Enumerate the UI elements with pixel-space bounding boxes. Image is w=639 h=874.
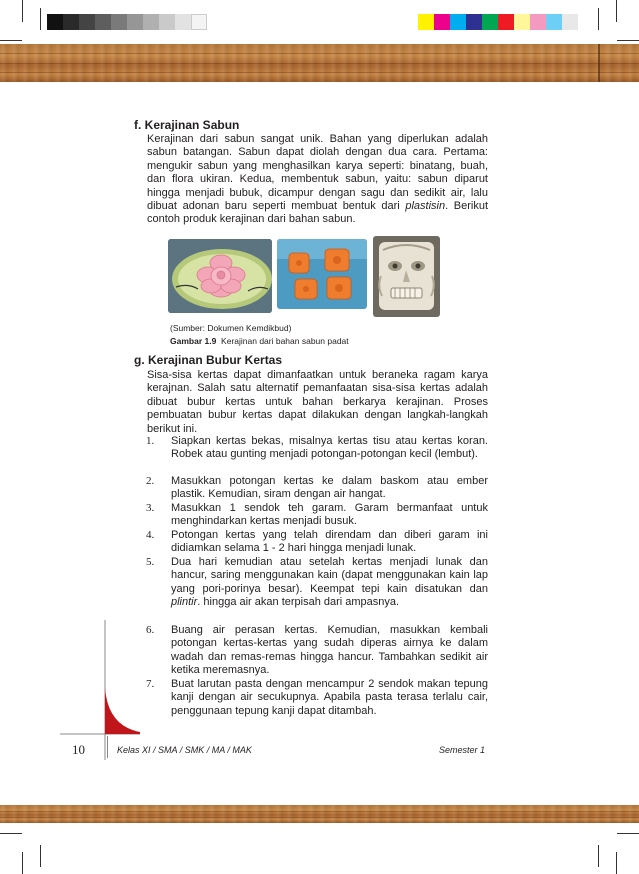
top-wood-banner: [0, 44, 639, 82]
crop-mark: [22, 0, 23, 22]
crop-mark: [40, 845, 41, 867]
list-item: Potongan kertas yang telah direndam dan diberi garam ini didiamkan selama 1 - 2 hari hingga menjadi lunak.: [171, 529, 488, 555]
figure-caption: [170, 336, 349, 346]
footer-book-title: Kelas XI / SMA / SMK / MA / MAK: [117, 745, 252, 755]
soap-carvings-photo: [277, 239, 367, 309]
step-text: . hingga air akan terpisah dari ampasnya.: [197, 596, 400, 609]
crop-mark: [617, 40, 639, 41]
step-number: 5.: [146, 556, 155, 568]
step-text: Dua hari kemudian atau setelah kertas menjadi lunak dan hancur, saring menggunakan kain (dapat menggunakan kain lap yang pori-porinya besar). Keempat tepi kain disatukan dan: [171, 556, 488, 595]
crop-mark: [0, 833, 22, 834]
section-g-paragraph: Sisa-sisa kertas dapat dimanfaatkan untuk beraneka ragam karya kerajnan. Salah satu alternatif pemanfaatan sisa-sisa kertas adalah dibuat bubur kertas untuk bahan berkarya kerajinan. Proses pembuatan bubur kertas dapat dilakukan dengan langkah-langkah berikut ini.: [147, 369, 488, 435]
section-f-heading: f. Kerajinan Sabun: [134, 118, 240, 132]
step-text-italic: plintir: [171, 596, 198, 609]
crop-mark: [617, 833, 639, 834]
figure-source: (Sumber: Dokumen Kemdikbud): [170, 323, 292, 333]
section-g-heading: g. Kerajinan Bubur Kertas: [134, 353, 283, 367]
list-item: Buat larutan pasta dengan mencampur 2 sendok makan tepung kanji dengan air secukupnya. Apabila pasta terasa terlalu cair, penggunaan tepung kanji dapat ditambah.: [171, 678, 488, 717]
list-item: [171, 556, 488, 610]
step-number: 4.: [146, 529, 155, 541]
section-f-paragraph: [147, 133, 488, 227]
paragraph-text: . Berikut contoh produk kerajinan dari bahan sabun.: [147, 200, 488, 226]
page-number: 10: [72, 742, 85, 757]
bottom-wood-banner: [0, 805, 639, 823]
footer-semester: Semester 1: [439, 745, 486, 755]
step-number: 1.: [146, 435, 155, 447]
crop-mark: [22, 852, 23, 874]
figure-label: Gambar 1.9: [170, 336, 217, 346]
figure-caption-text: Kerajinan dari bahan sabun padat: [221, 336, 349, 346]
list-item: Masukkan 1 sendok teh garam. Garam bermanfaat untuk menghindarkan kertas menjadi busuk.: [171, 502, 488, 528]
list-item: Siapkan kertas bekas, misalnya kertas tisu atau kertas koran. Robek atau gunting menjadi potongan-potongan kecil (lembut).: [171, 435, 488, 461]
crop-mark: [40, 8, 41, 30]
corner-decoration: [60, 620, 140, 760]
crop-mark: [0, 40, 22, 41]
list-item: Buang air perasan kertas. Kemudian, masukkan kembali potongan kertas-kertas yang sudah diperas airnya ke dalam wadah dan remas-remas hingga hancur. Tambahkan sedikit air ketika meremasnya.: [171, 624, 488, 677]
step-number: 6.: [146, 624, 155, 636]
step-number: 7.: [146, 678, 155, 690]
footer-divider: [107, 736, 108, 758]
paragraph-text-italic: plastisin: [405, 200, 446, 213]
crop-mark: [616, 852, 617, 874]
step-number: 2.: [146, 475, 155, 487]
soap-face-carving-photo: [373, 236, 440, 317]
crop-mark: [616, 0, 617, 22]
paragraph-text: Kerajinan dari sabun sangat unik. Bahan yang diperlukan adalah sabun batangan. Sabun dapat diolah dengan dua cara. Pertama: mengukir sabun yang menghasilkan karya seperti: binatang, buah, dan flora ukiran. Kedua, membentuk sabun, yaitu: sabun diparut hingga menjadi bubuk, dicampur dengan sagu dan sedikit air, lalu dibuat adonan baru seperti membuat bentuk dari: [147, 133, 488, 213]
list-item: Masukkan potongan kertas ke dalam baskom atau ember plastik. Kemudian, siram dengan air hangat.: [171, 475, 488, 501]
soap-rose-photo: [168, 239, 272, 313]
crop-mark: [598, 845, 599, 867]
step-number: 3.: [146, 502, 155, 514]
crop-mark: [598, 8, 599, 30]
